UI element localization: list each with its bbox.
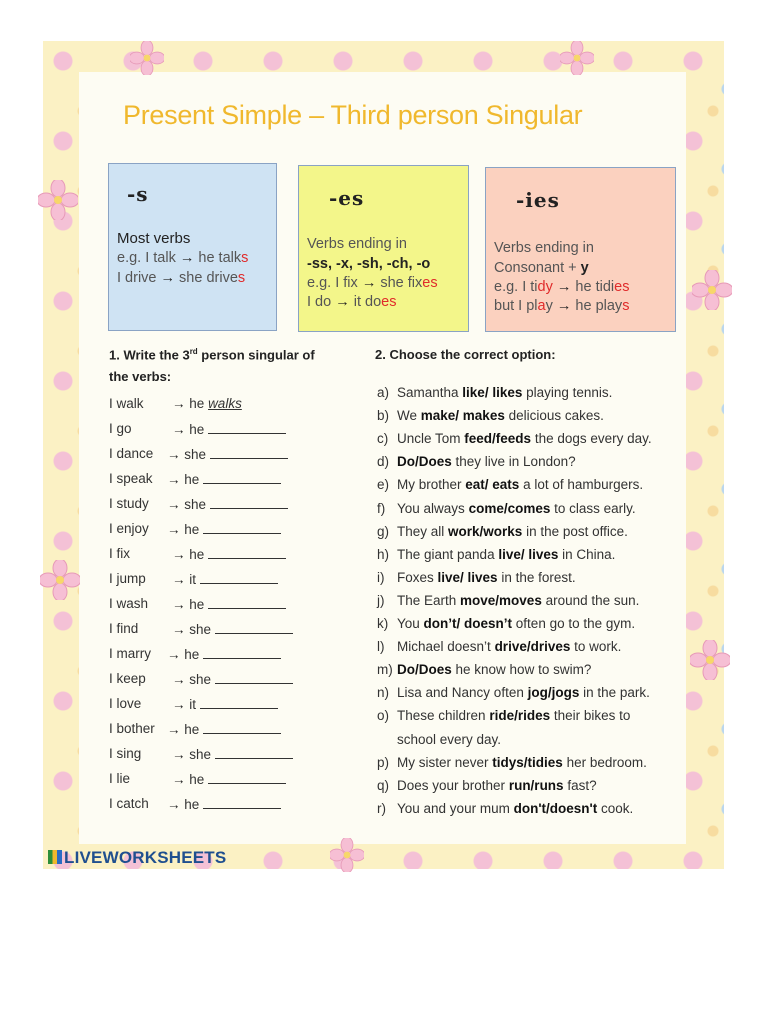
arrow-icon: → [556,279,572,295]
option-choices[interactable]: Do/Does [397,662,452,678]
item-letter: r) [377,800,386,816]
pronoun-text: it [189,697,197,712]
pronoun-text: she [184,447,207,462]
answer-area [172,571,278,587]
option-choices[interactable]: don’t/ doesn’t [423,616,513,631]
pronoun-text: he [184,797,200,812]
item-letter: l) [377,639,385,655]
item-sentence: Does your brother run/runs fast? [397,777,597,793]
rule-description: Most verbs [117,230,191,247]
item-sentence: Samantha like/ likes playing tennis. [397,385,613,400]
arrow-icon: → [172,422,186,437]
answer-area [172,396,242,411]
pronoun-text: he [189,547,205,562]
option-choices[interactable]: run/runs [508,777,564,793]
item-sentence: school every day. [397,731,502,747]
arrow-icon: → [172,547,186,562]
answer-area [167,471,281,487]
rule-example: I do → it does [307,294,397,310]
item-letter: e) [377,477,390,493]
arrow-icon: → [172,772,186,787]
item-sentence: Do/Does they live in London? [397,454,576,470]
answer-blank[interactable] [215,671,293,684]
option-choices[interactable]: tidys/tidies [492,754,563,770]
answer-blank[interactable] [203,796,281,809]
item-sentence: Foxes live/ lives in the forest. [397,569,576,585]
answer-blank[interactable] [210,446,288,459]
pronoun-text: he [184,647,200,662]
option-choices[interactable]: ride/rides [489,708,551,724]
option-choices[interactable]: work/works [448,523,523,539]
item-letter: i) [377,569,385,585]
exercise-1-title-line2: the verbs: [109,369,172,384]
item-letter: d) [377,454,390,470]
arrow-icon: → [167,647,181,662]
answer-area [172,671,293,687]
rule-description: Verbs ending in [307,236,407,252]
arrow-icon: → [167,497,181,512]
arrow-icon: → [172,396,186,411]
verb-text: I walk [109,396,144,411]
suffix-label: -ies [516,188,560,212]
exercise-2-title: 2. Choose the correct option: [375,347,556,362]
verb-text: I love [109,696,142,711]
rule-example: e.g. I fix → she fixes [307,275,438,291]
liveworksheets-logo: LIVEWORKSHEETS [48,848,226,868]
suffix-label: -s [127,182,149,206]
answer-area [167,496,288,512]
answer-area [172,621,293,637]
item-sentence: The giant panda live/ lives in China. [397,546,616,562]
item-sentence: My brother eat/ eats a lot of hamburgers. [397,477,644,493]
answer-blank[interactable] [215,621,293,634]
option-choices[interactable]: eat/ eats [465,477,520,493]
answer-area [172,696,278,712]
arrow-icon: → [335,294,350,310]
pronoun-text: it [189,572,197,587]
arrow-icon: → [179,250,195,266]
arrow-icon: → [361,275,377,291]
arrow-icon: → [172,747,186,762]
pronoun-text: he [184,522,200,537]
rule-endings: -ss, -x, -sh, -ch, -o [307,256,431,272]
rule-box-s [108,163,277,331]
answer-blank[interactable] [200,696,278,709]
option-choices[interactable]: jog/jogs [527,685,580,701]
pronoun-text: he [189,597,205,612]
arrow-icon: → [172,672,186,687]
verb-text: I sing [109,746,142,761]
answer-area [167,521,281,537]
verb-text: I bother [109,721,155,736]
option-choices[interactable]: live/ lives [498,546,559,562]
item-letter: j) [377,592,385,608]
answer-area [167,721,281,737]
rule-example: I drive → she drives [117,270,246,286]
item-letter: m) [377,662,393,678]
exercise-1-title: 1. Write the 3rd person singular of [109,347,315,363]
item-sentence: The Earth move/moves around the sun. [397,592,640,608]
answer-area [172,546,286,562]
verb-text: I study [109,496,149,511]
item-sentence: Lisa and Nancy often jog/jogs in the park. [397,685,650,701]
answer-blank[interactable] [203,721,281,734]
option-choices[interactable]: live/ lives [437,569,498,585]
item-sentence: You don’t/ doesn’t often go to the gym. [397,616,636,631]
pronoun-text: she [189,747,212,762]
answer-blank[interactable] [208,771,286,784]
verb-text: I jump [109,571,146,586]
item-sentence: We make/ makes delicious cakes. [397,408,604,424]
page-title: Present Simple – Third person Singular [123,100,583,130]
rule-description: Verbs ending in [494,240,594,256]
answer-blank[interactable] [210,496,288,509]
arrow-icon: → [160,270,176,286]
answer-blank[interactable] [208,421,286,434]
arrow-icon: → [172,597,186,612]
arrow-icon: → [167,472,181,487]
option-choices[interactable]: come/comes [468,500,551,516]
option-choices[interactable]: feed/feeds [464,431,532,447]
answer-blank[interactable] [203,646,281,659]
answer-blank[interactable] [203,471,281,484]
arrow-icon: → [167,447,181,462]
item-letter: o) [377,708,390,724]
rule-condition: Consonant + y [494,260,589,276]
arrow-icon: → [172,572,186,587]
answer-area [172,596,286,612]
arrow-icon: → [167,797,181,812]
verb-text: I lie [109,771,131,786]
arrow-icon: → [172,622,186,637]
answer-area [172,421,286,437]
pronoun-text: she [184,497,207,512]
answer-area [167,796,281,812]
item-sentence: Michael doesn’t drive/drives to work. [397,639,622,655]
rule-box-ies [485,167,676,332]
verb-text: I catch [109,796,149,811]
pronoun-text: she [189,672,212,687]
item-sentence: My sister never tidys/tidies her bedroom. [397,754,647,770]
item-letter: g) [377,523,390,539]
verb-text: I enjoy [109,521,149,536]
answer-blank[interactable] [208,596,286,609]
verb-text: I speak [109,471,153,486]
option-choices[interactable]: like/ likes [462,385,523,400]
rule-box-es [298,165,469,332]
logo-mark-icon [48,850,62,864]
answer-area [167,446,288,462]
item-letter: c) [377,431,389,447]
arrow-icon: → [167,722,181,737]
rule-example: e.g. I talk → he talks [117,250,249,266]
item-letter: n) [377,685,390,701]
answer-blank[interactable] [203,521,281,534]
verb-text: I wash [109,596,149,611]
item-sentence: Do/Does he know how to swim? [397,662,592,678]
verb-text: I dance [109,446,154,461]
item-sentence: These children ride/rides their bikes to [397,708,631,724]
suffix-label: -es [329,186,365,210]
answer-area [167,646,281,662]
pronoun-text: he [189,772,205,787]
option-choices[interactable]: don't/doesn't [513,800,598,816]
option-choices[interactable]: make/ makes [420,408,505,424]
item-letter: p) [377,754,390,770]
pronoun-text: he [189,396,205,411]
answer-area [172,746,293,762]
item-letter: k) [377,616,389,631]
answer-blank[interactable] [208,546,286,559]
item-sentence: They all work/works in the post office. [397,523,628,539]
option-choices[interactable]: Do/Does [397,454,452,470]
arrow-icon: → [172,697,186,712]
item-letter: h) [377,546,390,562]
pronoun-text: he [184,472,200,487]
answer-blank[interactable] [200,571,278,584]
pronoun-text: she [189,622,212,637]
item-sentence: Uncle Tom feed/feeds the dogs every day. [397,431,652,447]
verb-text: I fix [109,546,131,561]
item-sentence: You and your mum don't/doesn't cook. [397,800,634,816]
pronoun-text: he [189,422,205,437]
answer-area [172,771,286,787]
item-letter: a) [377,385,390,400]
arrow-icon: → [556,298,572,314]
item-letter: f) [377,500,386,516]
verb-text: I keep [109,671,146,686]
answer-blank[interactable] [215,746,293,759]
item-letter: q) [377,777,390,793]
verb-text: I find [109,621,139,636]
item-letter: b) [377,408,390,424]
pronoun-text: he [184,722,200,737]
option-choices[interactable]: drive/drives [494,639,571,655]
item-sentence: You always come/comes to class early. [397,500,636,516]
rule-example: but I play → he plays [494,298,630,314]
verb-text: I go [109,421,132,436]
rule-example: e.g. I tidy → he tidies [494,279,630,295]
example-answer: walks [208,396,242,411]
option-choices[interactable]: move/moves [460,592,542,608]
verb-text: I marry [109,646,151,661]
arrow-icon: → [167,522,181,537]
